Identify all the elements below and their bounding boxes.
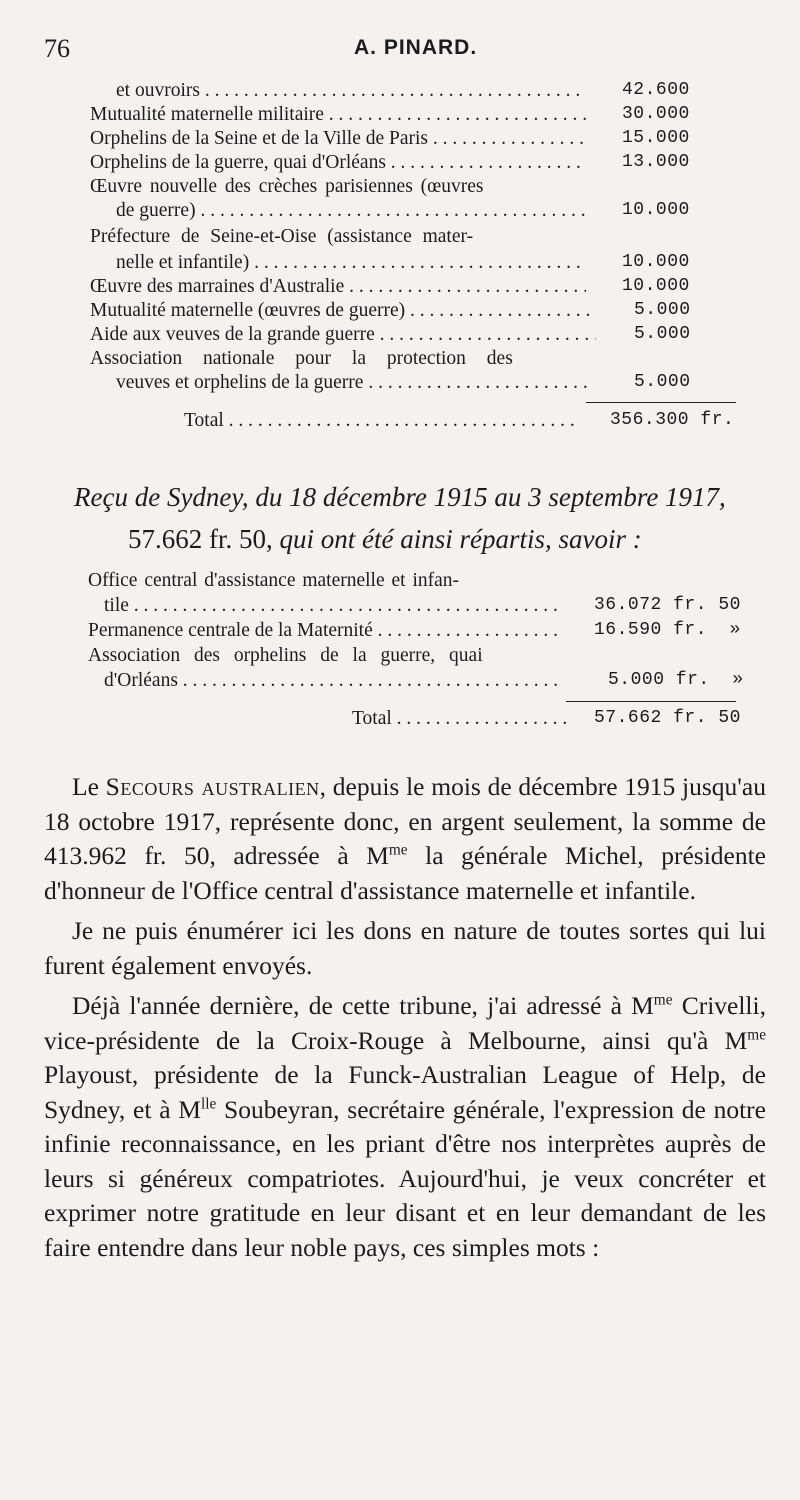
row-label: Association des orphelins de la guerre, quai xyxy=(88,645,483,666)
page-number: 76 xyxy=(44,34,70,63)
text-run: , depuis le mois de décembre 1915 jusqu'au 18 octobre 1917, représente donc, en argent seulement, la somme de 413.962 fr. 50, adressée à M xyxy=(44,772,766,870)
superscript: me xyxy=(747,1026,766,1043)
row-amount: 42.600 xyxy=(622,80,690,100)
intro-line-2 xyxy=(74,518,764,560)
row-label: Œuvre nouvelle des crèches parisiennes (œuvres xyxy=(90,176,484,197)
row-label: Permanence centrale de la Maternité . . . xyxy=(88,620,562,642)
text-run: Crivelli, vice-présidente de la Croix-Rouge à Melbourne, ainsi qu'à M xyxy=(44,991,766,1055)
row-amount: 5.000 xyxy=(634,300,691,320)
row-label: Préfecture de Seine-et-Oise (assistance mater- xyxy=(90,226,474,247)
paragraph xyxy=(44,770,766,908)
intro-rest: qui ont été ainsi répartis, savoir : xyxy=(279,524,642,554)
row-amount: 5.000 xyxy=(634,372,691,392)
row-amount: 10.000 xyxy=(622,252,690,272)
page-header xyxy=(44,34,744,64)
paragraph: Je ne puis énumérer ici les dons en nature de toutes sortes qui lui furent également envoyés. xyxy=(44,916,766,980)
row-label: nelle et infantile) . . . xyxy=(116,252,586,274)
row-label: Association nationale pour la protection des xyxy=(90,348,513,369)
superscript: me xyxy=(388,841,408,859)
total-amount: 57.662 fr. 50 xyxy=(594,708,741,728)
row-amount: 16.590 fr. » xyxy=(594,620,741,640)
secours-australien-name: Secours australien xyxy=(105,772,320,801)
total-label: Total . . . xyxy=(184,410,580,432)
row-amount: 13.000 xyxy=(622,152,690,172)
total-rule xyxy=(566,701,736,702)
row-amount: 5.000 fr. » xyxy=(608,670,744,690)
running-head: A. PINARD. xyxy=(354,36,478,59)
row-label: et ouvroirs . . . xyxy=(116,80,586,102)
total-label: Total . . . xyxy=(352,708,566,730)
text-run: Le xyxy=(72,772,106,801)
row-amount: 36.072 fr. 50 xyxy=(594,595,741,615)
row-label: d'Orléans . . . xyxy=(104,670,562,692)
row-label: Mutualité maternelle (œuvres de guerre) . . . xyxy=(90,300,596,322)
superscript: lle xyxy=(200,1095,217,1112)
total-rule xyxy=(586,402,736,403)
row-label: Mutualité maternelle militaire . . . xyxy=(90,104,586,126)
row-label: Aide aux veuves de la grande guerre . . . xyxy=(90,324,596,346)
intro-line-1: Reçu de Sydney, du 18 décembre 1915 au 3 septembre 1917, xyxy=(74,482,726,512)
text-run: Soubeyran, secrétaire générale, l'expression de notre infinie reconnaissance, en les priant d'être nos interprètes auprès de leurs si généreux compatriotes. Aujourd'hui, je veux concréter et exprimer notre gratitude en leur disant et en leur demandant de les faire entendre dans leur noble pays, ces simples mots : xyxy=(44,1094,766,1262)
row-amount: 30.000 xyxy=(622,104,690,124)
row-amount: 10.000 xyxy=(622,200,690,220)
row-label: Office central d'assistance maternelle et infan- xyxy=(88,570,460,591)
intro-amount: 57.662 fr. 50, xyxy=(128,524,273,554)
row-amount: 10.000 xyxy=(622,276,690,296)
row-label: Orphelins de la Seine et de la Ville de Paris . . . xyxy=(90,128,586,150)
row-label: Orphelins de la guerre, quai d'Orléans . . . xyxy=(90,152,586,174)
body-text xyxy=(44,770,766,1271)
total-amount: 356.300 fr. xyxy=(610,410,735,430)
sydney-intro xyxy=(74,476,764,560)
paragraph xyxy=(44,989,766,1265)
row-amount: 5.000 xyxy=(634,324,691,344)
text-run: Playoust, présidente de la Funck-Australian League of Help, de Sydney, et à M xyxy=(44,1060,766,1124)
row-label: Œuvre des marraines d'Australie . . . xyxy=(90,276,586,298)
row-amount: 15.000 xyxy=(622,128,690,148)
text-run: Déjà l'année dernière, de cette tribune, j'ai adressé à M xyxy=(72,991,654,1020)
superscript: me xyxy=(653,991,673,1009)
row-label: de guerre) . . . xyxy=(116,200,586,222)
text-run: la générale Michel, présidente d'honneur de l'Office central d'assistance maternelle et infantile. xyxy=(44,841,766,905)
row-label: tile . . . xyxy=(104,595,562,617)
row-label: veuves et orphelins de la guerre . . . xyxy=(116,372,594,394)
